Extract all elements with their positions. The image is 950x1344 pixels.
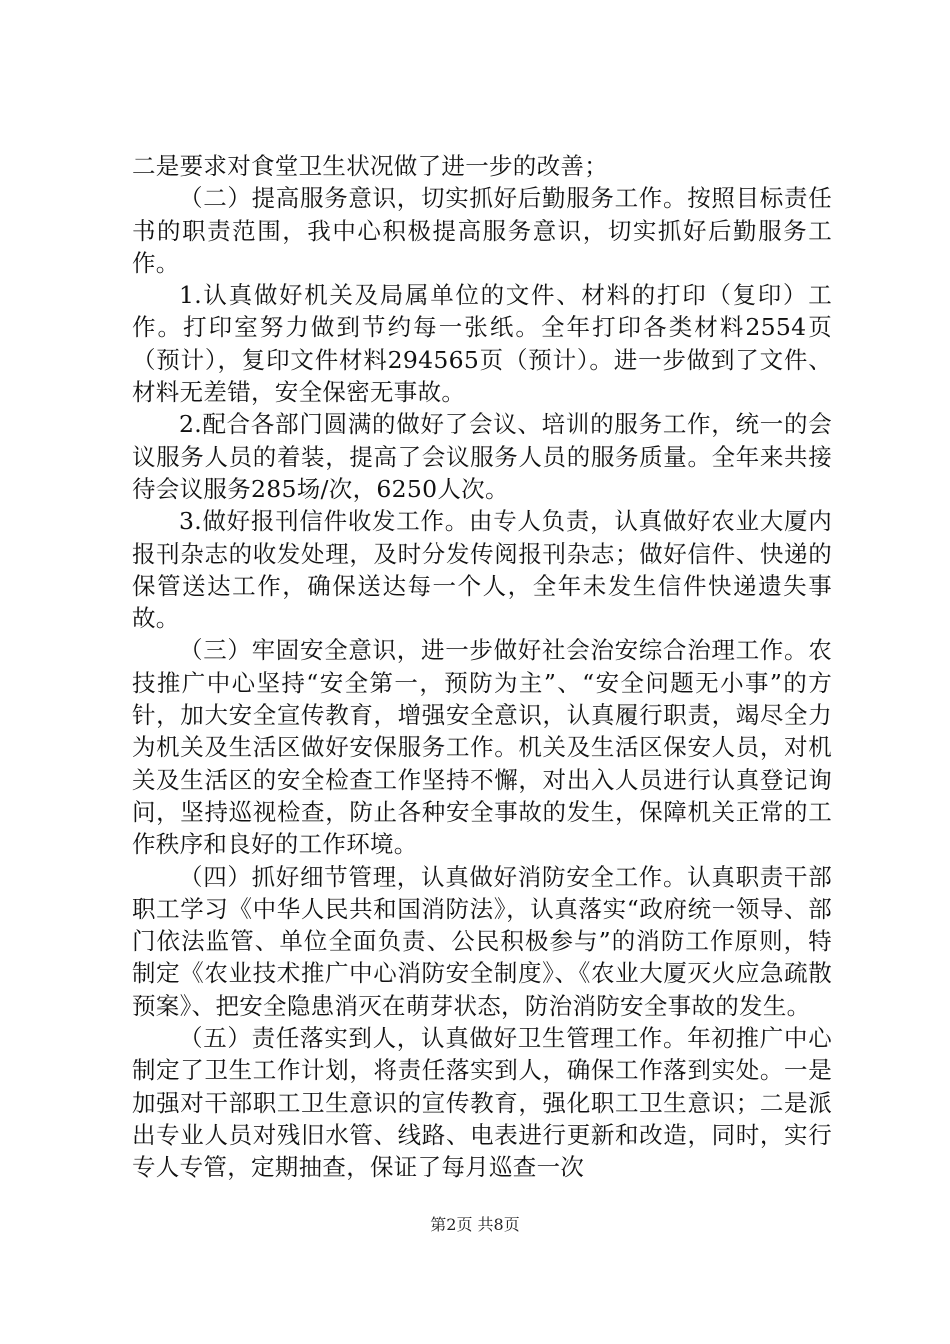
paragraph: （三）牢固安全意识，进一步做好社会治安综合治理工作。农技推广中心坚持“安全第一，预防为主”、“安全问题无小事”的方针，加大安全宣传教育，增强安全意识，认真履行职责，竭尽全力为机关及生活区做好安保服务工作。机关及生活区保安人员，对机关及生活区的安全检查工作坚持不懈，对出入人员进行认真登记询问，坚持巡视检查，防止各种安全事故的发生，保障机关正常的工作秩序和良好的工作环境。 <box>132 636 832 859</box>
page-number-footer: 第2页 共8页 <box>430 1215 520 1234</box>
paragraph: 二是要求对食堂卫生状况做了进一步的改善； <box>132 152 608 180</box>
document-body <box>132 150 832 1184</box>
paragraph: （四）抓好细节管理，认真做好消防安全工作。认真职责干部职工学习《中华人民共和国消防法》，认真落实“政府统一领导、部门依法监管、单位全面负责、公民积极参与”的消防工作原则，特制定《农业技术推广中心消防安全制度》、《农业大厦灭火应急疏散预案》、把安全隐患消灭在萌芽状态，防治消防安全事故的发生。 <box>132 862 832 1020</box>
paragraph: 2.配合各部门圆满的做好了会议、培训的服务工作，统一的会议服务人员的着装，提高了会议服务人员的服务质量。全年来共接待会议服务285场/次，6250人次。 <box>132 410 832 503</box>
paragraph: 3.做好报刊信件收发工作。由专人负责，认真做好农业大厦内报刊杂志的收发处理，及时分发传阅报刊杂志；做好信件、快递的保管送达工作，确保送达每一个人，全年未发生信件快递遗失事故。 <box>132 507 832 633</box>
paragraph: （二）提高服务意识，切实抓好后勤服务工作。按照目标责任书的职责范围，我中心积极提高服务意识，切实抓好后勤服务工作。 <box>132 184 832 277</box>
paragraph: 1.认真做好机关及局属单位的文件、材料的打印（复印）工作。打印室努力做到节约每一张纸。全年打印各类材料2554页（预计），复印文件材料294565页（预计）。进一步做到了文件、材料无差错，安全保密无事故。 <box>132 281 832 407</box>
paragraph: （五）责任落实到人，认真做好卫生管理工作。年初推广中心制定了卫生工作计划，将责任落实到人，确保工作落到实处。一是加强对干部职工卫生意识的宣传教育，强化职工卫生意识；二是派出专业人员对残旧水管、线路、电表进行更新和改造，同时，实行专人专管，定期抽查，保证了每月巡查一次 <box>132 1024 832 1182</box>
